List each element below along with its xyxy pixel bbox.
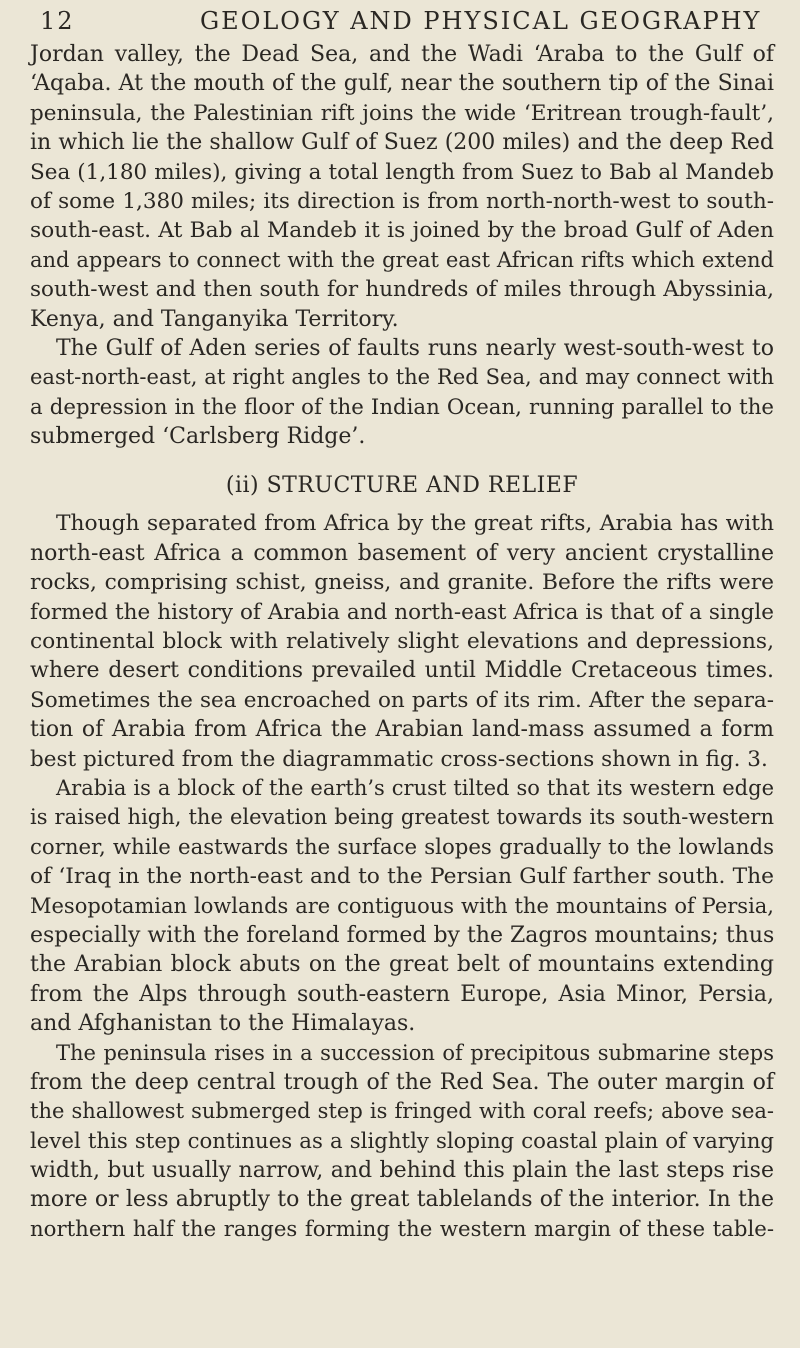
text-line: of some 1,380 miles; its direction is from north-north-west to south- [30,188,774,214]
body-text [30,40,774,1244]
text-line: from the deep central trough of the Red Sea. The outer margin of [30,1069,774,1095]
text-line: ‘Aqaba. At the mouth of the gulf, near the southern tip of the Sinai [30,71,774,97]
paragraph [30,774,774,1039]
text-line: in which lie the shallow Gulf of Suez (200 miles) and the deep Red [30,130,774,156]
section-heading: (ii) STRUCTURE AND RELIEF [225,473,579,499]
text-line: peninsula, the Palestinian rift joins the wide ‘Eritrean trough-fault’, [30,100,774,126]
text-line: formed the history of Arabia and north-east Africa is that of a single [30,599,774,625]
page-number: 12 [40,7,75,35]
text-line: continental block with relatively slight elevations and depressions, [30,629,774,655]
text-line: east-north-east, at right angles to the Red Sea, and may connect with [30,365,774,390]
text-line: Jordan valley, the Dead Sea, and the Wadi ‘Araba to the Gulf of [30,42,774,67]
text-line: best pictured from the diagrammatic cross-sections shown in fig. 3. [30,746,768,772]
text-line: rocks, comprising schist, gneiss, and granite. Before the rifts were [30,570,774,596]
text-line: of ‘Iraq in the north-east and to the Persian Gulf farther south. The [30,864,774,890]
text-line: Kenya, and Tanganyika Territory. [30,306,399,332]
text-line: and appears to connect with the great east African rifts which extend [30,247,774,272]
text-line: Sea (1,180 miles), giving a total length from Suez to Bab al Mandeb [30,159,774,185]
text-line: width, but usually narrow, and behind this plain the last steps rise [30,1158,774,1184]
text-line: especially with the foreland formed by the Zagros mountains; thus [30,922,775,948]
text-line: the shallowest submerged step is fringed with coral reefs; above sea- [30,1099,774,1124]
text-line: submerged ‘Carlsberg Ridge’. [30,424,366,450]
paragraph [30,1039,774,1245]
text-line: Arabia is a block of the earth’s crust tilted so that its western edge [56,775,774,800]
text-line: south-east. At Bab al Mandeb it is joined by the broad Gulf of Aden [30,218,774,244]
paragraph [30,509,774,774]
text-line: level this step continues as a slightly sloping coastal plain of varying [30,1128,774,1154]
text-line: more or less abruptly to the great tablelands of the interior. In the [30,1187,774,1213]
text-line: a depression in the floor of the Indian Ocean, running parallel to the [30,394,774,420]
text-line: the Arabian block abuts on the great belt of mountains extending [30,952,774,978]
text-line: The peninsula rises in a succession of precipitous submarine steps [56,1040,774,1065]
text-line: tion of Arabia from Africa the Arabian land-mass assumed a form [30,717,774,743]
text-line: is raised high, the elevation being greatest towards its south-western [30,805,774,830]
text-line: The Gulf of Aden series of faults runs nearly west-south-west to [56,335,774,361]
text-line: where desert conditions prevailed until Middle Cretaceous times. [30,658,774,684]
text-line: northern half the ranges forming the western margin of these table- [30,1216,774,1242]
text-line: Though separated from Africa by the great rifts, Arabia has with [56,511,774,537]
text-line: Mesopotamian lowlands are contiguous with the mountains of Persia, [30,893,774,918]
running-head [28,6,772,36]
text-line: and Afghanistan to the Himalayas. [30,1011,416,1037]
text-line: south-west and then south for hundreds of miles through Abyssinia, [30,277,774,303]
text-line: corner, while eastwards the surface slopes gradually to the lowlands [30,834,774,860]
text-line: from the Alps through south-eastern Europe, Asia Minor, Persia, [30,981,774,1007]
text-line: Sometimes the sea encroached on parts of its rim. After the separa- [30,687,774,713]
paragraph [30,40,774,334]
paragraph [30,334,774,452]
running-title: GEOLOGY AND PHYSICAL GEOGRAPHY [200,7,762,35]
text-line: north-east Africa a common basement of very ancient crystalline [30,540,774,566]
